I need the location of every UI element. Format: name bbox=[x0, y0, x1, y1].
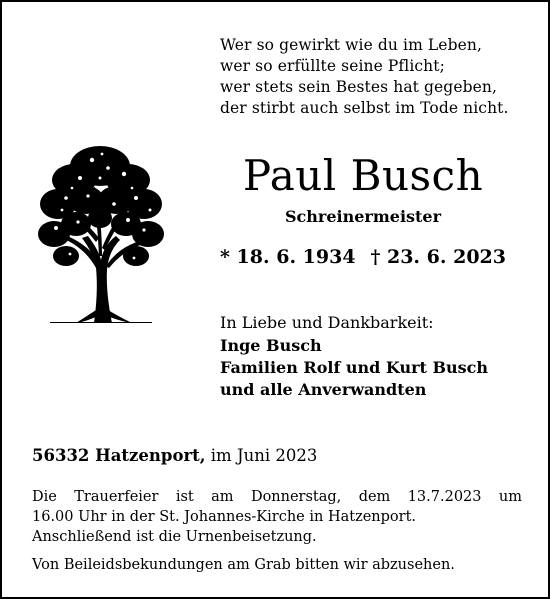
death-date: † 23. 6. 2023 bbox=[370, 246, 506, 268]
service-word: Trauerfeier bbox=[74, 489, 159, 505]
service-word: am bbox=[211, 489, 234, 505]
service-word: um bbox=[498, 489, 522, 505]
poem-line: Wer so gewirkt wie du im Leben, bbox=[220, 36, 482, 54]
date: im Juni 2023 bbox=[210, 446, 318, 465]
place-and-date bbox=[32, 445, 317, 467]
poem-line: wer stets sein Bestes hat gegeben, bbox=[220, 78, 498, 96]
service-line: Anschließend ist die Urnenbeisetzung. bbox=[32, 529, 317, 545]
service-word: Die bbox=[32, 489, 57, 505]
service-line bbox=[32, 487, 522, 507]
mourner-line: Inge Busch bbox=[220, 336, 322, 355]
birth-date: * 18. 6. 1934 bbox=[220, 246, 356, 268]
mourner-line: und alle Anverwandten bbox=[220, 380, 427, 399]
service-word: dem bbox=[358, 489, 391, 505]
mourners-list bbox=[220, 335, 488, 401]
service-word: Donnerstag, bbox=[250, 489, 342, 505]
deceased-name: Paul Busch bbox=[242, 151, 484, 200]
deceased-occupation: Schreinermeister bbox=[284, 207, 442, 226]
memorial-poem bbox=[220, 35, 509, 119]
service-word: 13.7.2023 bbox=[407, 489, 482, 505]
funeral-service-info bbox=[32, 487, 522, 547]
service-word: ist bbox=[175, 489, 194, 505]
place: 56332 Hatzenport, bbox=[32, 446, 206, 465]
mourners-intro: In Liebe und Dankbarkeit: bbox=[220, 313, 434, 332]
mourner-line: Familien Rolf und Kurt Busch bbox=[220, 358, 489, 377]
condolence-note: Von Beileidsbekundungen am Grab bitten wir abzusehen. bbox=[32, 557, 455, 573]
poem-line: der stirbt auch selbst im Tode nicht. bbox=[220, 99, 509, 117]
tree-icon bbox=[36, 138, 166, 323]
service-line: 16.00 Uhr in der St. Johannes-Kirche in Hatzenport. bbox=[32, 509, 417, 525]
poem-line: wer so erfüllte seine Pflicht; bbox=[220, 57, 445, 75]
